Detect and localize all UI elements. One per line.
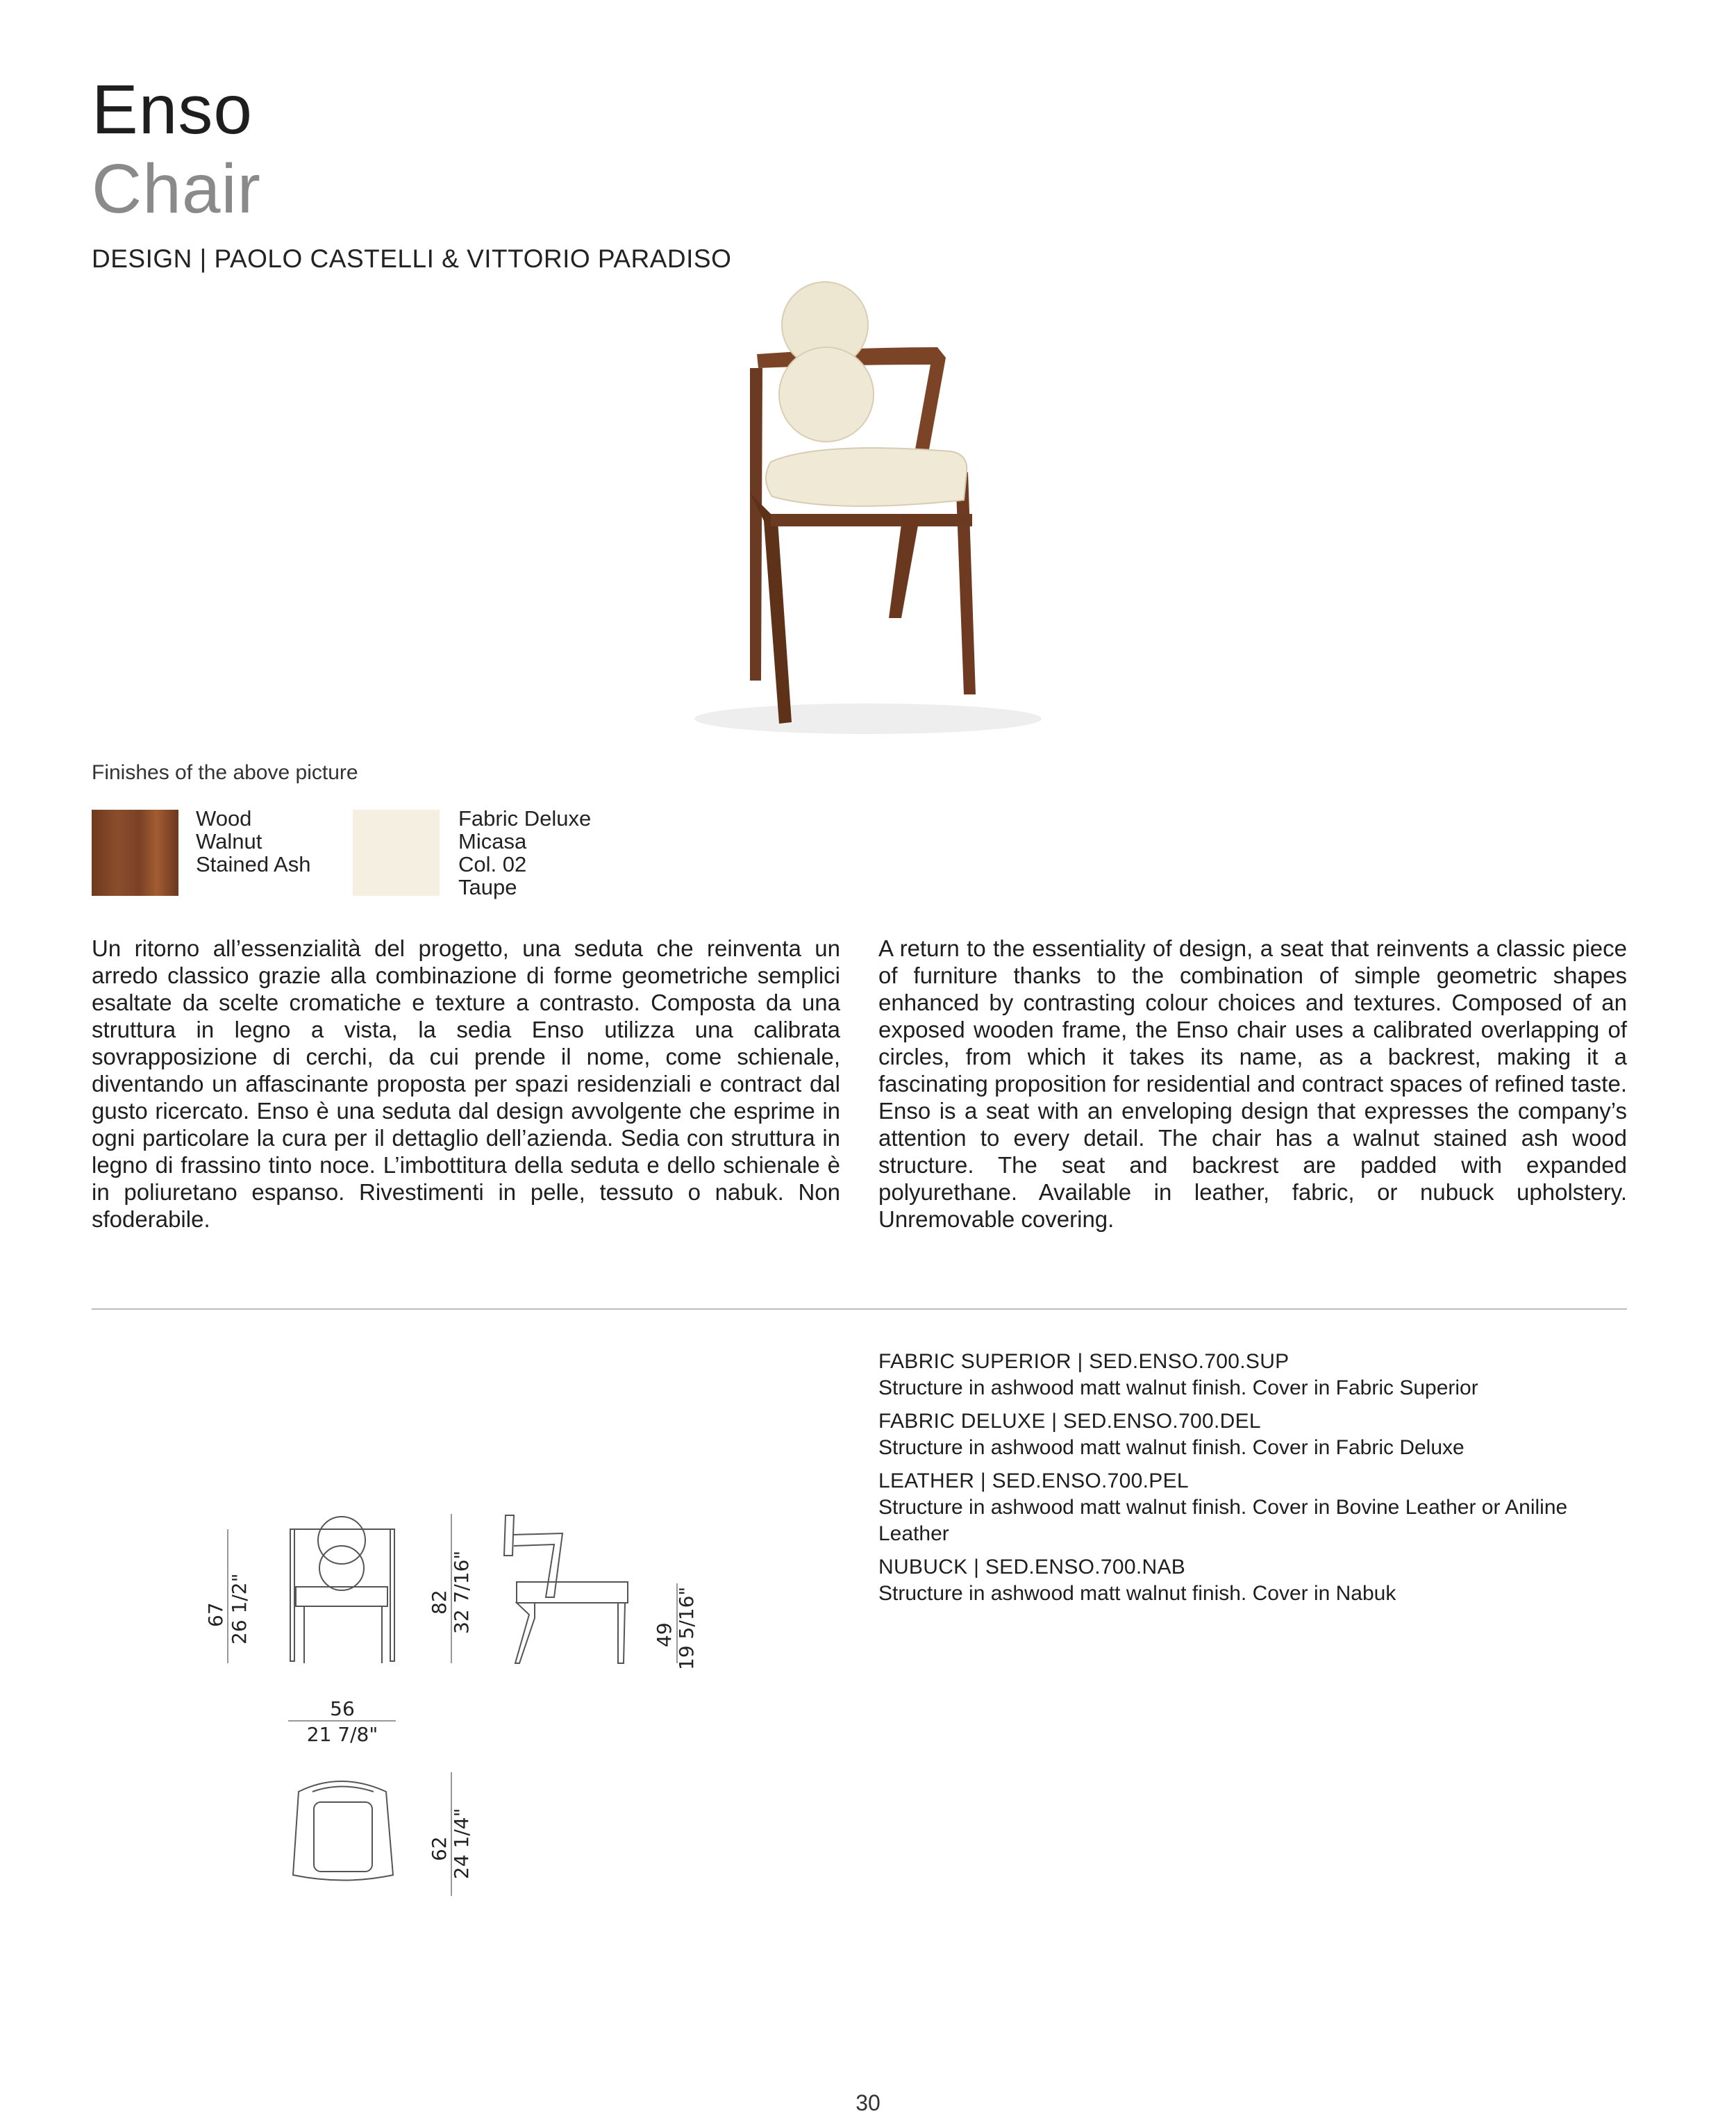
technical-drawings [174,1486,743,1903]
code-entry [878,1554,1627,1607]
seat-height-cm: 49 [653,1622,676,1647]
wood-finish-label [196,807,310,876]
depth-in: 24 1/4" [450,1808,473,1879]
code-entry [878,1468,1627,1547]
seat-height-in: 19 5/16" [675,1586,698,1670]
chair-photo [625,264,1111,750]
page-number: 30 [856,2090,880,2115]
height-in: 32 7/16" [450,1550,473,1634]
arm-height-in: 26 1/2" [228,1573,251,1644]
fabric-finish-label [458,807,591,899]
wood-finish-line: Wood [196,806,252,831]
description-english: A return to the essentiality of design, a seat that reinvents a classic piece of furniture thanks to the combination of simple geometric shapes enhanced by contrasting colour choices and textures. Composed of an exposed wooden frame, the Enso chair uses a calibrated overlapping of circles, from which it takes its name, as a backrest, making it a fascinating proposition for residential and contract spaces of refined taste. Enso is a seat with an enveloping design that expresses the company’s attention to every detail. The chair has a walnut stained ash wood structure. The seat and backrest are padded with expanded polyurethane. Available in leather, fabric, or nubuck upholstery. Unremovable covering. [878,935,1627,1232]
height-cm: 82 [428,1590,451,1615]
code-title: NUBUCK | SED.ENSO.700.NAB [878,1556,1186,1578]
fabric-finish-line: Taupe [458,875,517,899]
product-codes [878,1349,1627,1614]
code-entry [878,1349,1627,1401]
description-italian: Un ritorno all’essenzialità del progetto, una seduta che reinventa un arredo classico grazie alla combinazione di forme geometriche semplici esaltate da scelte cromatiche e texture a contrasto. Composta da una struttura in legno a vista, la sedia Enso utilizza una calibrata sovrapposizione di cerchi, da cui prende il nome, come schienale, diventando un affascinante proposta per spazi residenziali e contract dal gusto ricercato. Enso è una seduta dal design avvolgente che esprime in ogni particolare la cura per il dettaglio dell’azienda. Sedia con struttura in legno di frassino tinto noce. L’imbottitura della seduta e dello schienale è in poliuretano espanso. Rivestimenti in pelle, tessuto o nabuk. Non sfoderabile. [92,935,840,1232]
fabric-finish-line: Col. 02 [458,852,527,876]
section-divider [92,1308,1627,1310]
wood-finish-line: Stained Ash [196,852,311,876]
code-entry [878,1408,1627,1461]
arm-height-cm: 67 [204,1602,227,1627]
width-cm: 56 [330,1697,355,1720]
wood-swatch [92,810,178,896]
code-description: Structure in ashwood matt walnut finish. Cover in Bovine Leather or Aniline Leather [878,1496,1568,1545]
code-title: LEATHER | SED.ENSO.700.PEL [878,1469,1189,1492]
fabric-finish-line: Fabric Deluxe [458,806,592,831]
fabric-finish-line: Micasa [458,829,527,853]
product-subtitle: Chair [92,150,261,228]
code-description: Structure in ashwood matt walnut finish. Cover in Fabric Deluxe [878,1436,1464,1459]
finishes-caption: Finishes of the above picture [92,761,358,784]
depth-cm: 62 [428,1836,451,1861]
code-title: FABRIC SUPERIOR | SED.ENSO.700.SUP [878,1350,1290,1373]
code-description: Structure in ashwood matt walnut finish. Cover in Fabric Superior [878,1376,1478,1399]
wood-finish-line: Walnut [196,829,262,853]
code-description: Structure in ashwood matt walnut finish. Cover in Nabuk [878,1582,1396,1605]
fabric-swatch [353,810,440,896]
width-in: 21 7/8" [306,1723,378,1746]
code-title: FABRIC DELUXE | SED.ENSO.700.DEL [878,1410,1261,1433]
product-title: Enso [92,71,253,149]
designer-credit: DESIGN | PAOLO CASTELLI & VITTORIO PARADISO [92,244,732,273]
